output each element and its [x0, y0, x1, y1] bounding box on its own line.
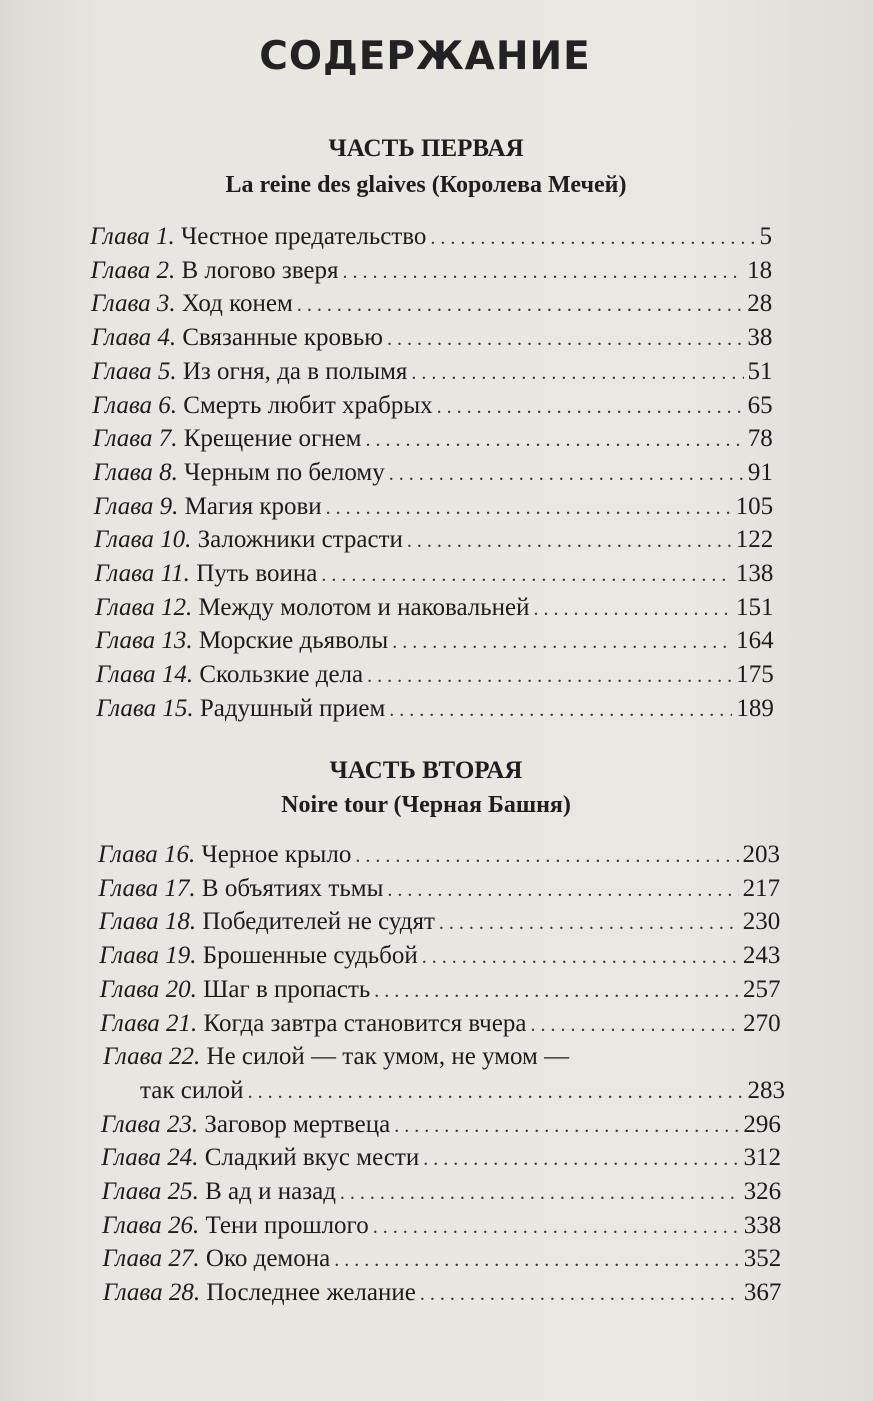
dot-leader	[374, 974, 739, 1008]
dot-leader	[334, 1243, 740, 1277]
toc-entry[interactable]	[100, 973, 781, 1007]
chapter-title: Тени прошлого	[205, 1211, 369, 1239]
dot-leader	[407, 524, 732, 558]
chapter-label: Глава 15.	[96, 694, 194, 722]
chapter-title: Радушный прием	[199, 694, 386, 722]
dot-leader	[439, 906, 739, 940]
chapter-title: Крещение огнем	[183, 425, 362, 453]
chapter-title: Черное крыло	[201, 841, 352, 868]
chapter-label: Глава 11.	[94, 560, 190, 587]
chapter-title: Честное предательство	[181, 223, 427, 250]
dot-leader	[355, 839, 738, 873]
chapter-title: Смерть любит храбрых	[183, 391, 433, 419]
dot-leader	[420, 1277, 740, 1311]
chapter-label: Глава 13.	[95, 627, 193, 655]
chapter-title: В объятиях тьмы	[201, 874, 384, 902]
toc-entry[interactable]	[100, 1007, 781, 1041]
chapter-title: Путь воина	[196, 560, 318, 587]
dot-leader	[373, 1210, 740, 1244]
page-number: 230	[742, 908, 781, 936]
chapter-label: Глава 16.	[98, 841, 196, 868]
dot-leader	[530, 1008, 739, 1042]
page-number: 28	[747, 290, 773, 318]
chapter-title: Ход конем	[181, 290, 293, 318]
page-number: 326	[743, 1178, 782, 1205]
toc-entry[interactable]	[102, 1242, 781, 1276]
dot-leader	[389, 693, 732, 727]
chapter-label: Глава 9.	[93, 492, 179, 520]
chapter-label: Глава 20.	[99, 975, 197, 1003]
page-number: 217	[742, 874, 781, 902]
chapter-title: В ад и назад	[205, 1178, 336, 1205]
dot-leader	[411, 356, 743, 390]
chapter-title: Заложники страсти	[197, 526, 403, 554]
chapter-title: Сладкий вкус мести	[204, 1144, 420, 1172]
dot-leader	[392, 625, 732, 659]
chapter-label: Глава 6.	[92, 391, 178, 419]
dot-leader	[422, 940, 739, 974]
page-number: 151	[735, 593, 774, 621]
toc-entry[interactable]	[91, 287, 772, 321]
part-1-title: ЧАСТЬ ПЕРВАЯ	[328, 135, 524, 162]
chapter-label: Глава 10.	[94, 526, 192, 554]
page-number: 138	[735, 560, 774, 587]
dot-leader	[297, 288, 743, 322]
chapter-label: Глава 17.	[98, 874, 196, 902]
dot-leader	[326, 491, 732, 525]
toc-entry[interactable]	[101, 1108, 781, 1142]
dot-leader	[343, 255, 744, 289]
toc-entry[interactable]	[95, 591, 774, 625]
page-number: 122	[735, 526, 774, 554]
page-number: 38	[747, 324, 773, 352]
toc-entry[interactable]	[95, 557, 774, 591]
toc-entry[interactable]	[94, 490, 773, 524]
dot-leader	[389, 457, 744, 491]
chapter-label: Глава 7.	[92, 425, 178, 453]
chapter-label: Глава 23.	[100, 1110, 199, 1138]
page-number: 18	[747, 256, 773, 284]
page-number: 283	[747, 1076, 785, 1104]
page-number: 257	[742, 975, 781, 1003]
page-number: 203	[742, 841, 780, 868]
toc-entry[interactable]	[92, 389, 772, 423]
dot-leader	[367, 659, 732, 693]
chapter-label: Глава 3.	[90, 290, 176, 318]
toc-entry[interactable]	[99, 905, 780, 939]
page-number: 189	[736, 694, 774, 722]
dot-leader	[366, 423, 744, 457]
page-number: 367	[743, 1279, 782, 1307]
toc-entry[interactable]	[103, 1276, 782, 1310]
chapter-title: Заговор мертвеца	[204, 1110, 391, 1138]
chapter-label: Глава 27.	[102, 1245, 200, 1273]
toc-entry[interactable]	[98, 838, 780, 872]
page-number: 51	[747, 357, 773, 385]
chapter-label: Глава 25.	[101, 1178, 199, 1205]
toc-entry[interactable]	[90, 220, 772, 254]
page-number: 105	[735, 492, 774, 520]
part-2-title: ЧАСТЬ ВТОРАЯ	[329, 757, 523, 784]
toc-entry[interactable]	[90, 254, 772, 288]
toc-entry[interactable]	[140, 1074, 785, 1108]
dot-leader	[394, 1109, 739, 1143]
toc-entry-line1	[103, 1040, 569, 1074]
page-number: 78	[747, 425, 773, 453]
chapter-title: Око демона	[205, 1245, 331, 1273]
page-number: 296	[743, 1110, 781, 1138]
chapter-title: Не силой — так умом, не умом —	[206, 1043, 570, 1071]
chapter-label: Глава 5.	[91, 357, 177, 385]
toc-entry[interactable]	[96, 692, 774, 726]
toc-entry[interactable]	[101, 1141, 781, 1175]
dot-leader	[423, 1142, 739, 1176]
chapter-title: В логово зверя	[181, 256, 339, 284]
page-number: 338	[743, 1211, 782, 1239]
part-1-subtitle: La reine des glaives (Королева Мечей)	[225, 172, 627, 198]
chapter-title: Морские дьяволы	[198, 627, 389, 655]
toc-entry[interactable]	[98, 872, 780, 906]
page-number: 91	[747, 458, 773, 486]
chapter-title-cont: так силой	[140, 1076, 244, 1104]
dot-leader	[534, 592, 732, 626]
toc-entry[interactable]	[96, 658, 774, 692]
page-number: 65	[747, 391, 773, 419]
chapter-label: Глава 19.	[99, 942, 197, 970]
dot-leader	[437, 390, 744, 424]
page-number: 164	[736, 627, 774, 655]
chapter-title: Между молотом и наковальней	[198, 593, 530, 621]
page-number: 270	[743, 1009, 781, 1037]
dot-leader	[248, 1075, 744, 1109]
chapter-title: Магия крови	[184, 492, 322, 520]
chapter-title: Из огня, да в полымя	[182, 357, 408, 385]
page-number: 312	[743, 1144, 781, 1172]
chapter-label: Глава 21.	[100, 1009, 198, 1037]
page-number: 5	[759, 223, 772, 250]
dot-leader	[387, 322, 743, 356]
page-number: 352	[743, 1245, 782, 1273]
chapter-label: Глава 24.	[101, 1144, 199, 1172]
chapter-label: Глава 26.	[102, 1211, 200, 1239]
toc-entry[interactable]	[95, 624, 773, 658]
chapter-title: Черным по белому	[184, 458, 385, 486]
part-2-subtitle: Noire tour (Черная Башня)	[281, 792, 571, 818]
chapter-label: Глава 14.	[95, 661, 194, 689]
dot-leader	[430, 221, 755, 255]
toc-entry[interactable]	[93, 456, 773, 490]
toc-entry[interactable]	[102, 1175, 781, 1209]
chapter-title: Брошенные судьбой	[202, 942, 418, 970]
chapter-title: Когда завтра становится вчера	[203, 1009, 527, 1037]
page-number: 175	[736, 661, 774, 689]
toc-entry[interactable]	[92, 355, 773, 389]
chapter-title: Скользкие дела	[199, 661, 364, 689]
dot-leader	[340, 1176, 740, 1210]
toc-entry[interactable]	[102, 1209, 781, 1243]
chapter-label: Глава 2.	[90, 256, 176, 284]
chapter-label: Глава 1.	[90, 223, 175, 250]
chapter-label: Глава 18.	[98, 908, 197, 936]
dot-leader	[321, 558, 732, 592]
chapter-label: Глава 28.	[102, 1279, 201, 1307]
chapter-title: Шаг в пропасть	[203, 975, 371, 1003]
chapter-label: Глава 4.	[91, 324, 177, 352]
dot-leader	[387, 873, 738, 907]
toc-entry[interactable]	[91, 321, 772, 355]
chapter-title: Последнее желание	[206, 1279, 416, 1307]
chapter-title: Победителей не судят	[202, 908, 435, 936]
chapter-title: Связанные кровью	[182, 324, 383, 352]
page-title: СОДЕРЖАНИЕ	[259, 34, 591, 79]
chapter-label: Глава 12.	[94, 593, 193, 621]
toc-entry[interactable]	[94, 523, 773, 557]
toc-entry[interactable]	[93, 422, 773, 456]
chapter-label: Глава 8.	[93, 458, 178, 486]
toc-entry[interactable]	[99, 939, 780, 973]
page-number: 243	[742, 942, 781, 970]
chapter-label: Глава 22.	[103, 1043, 201, 1071]
